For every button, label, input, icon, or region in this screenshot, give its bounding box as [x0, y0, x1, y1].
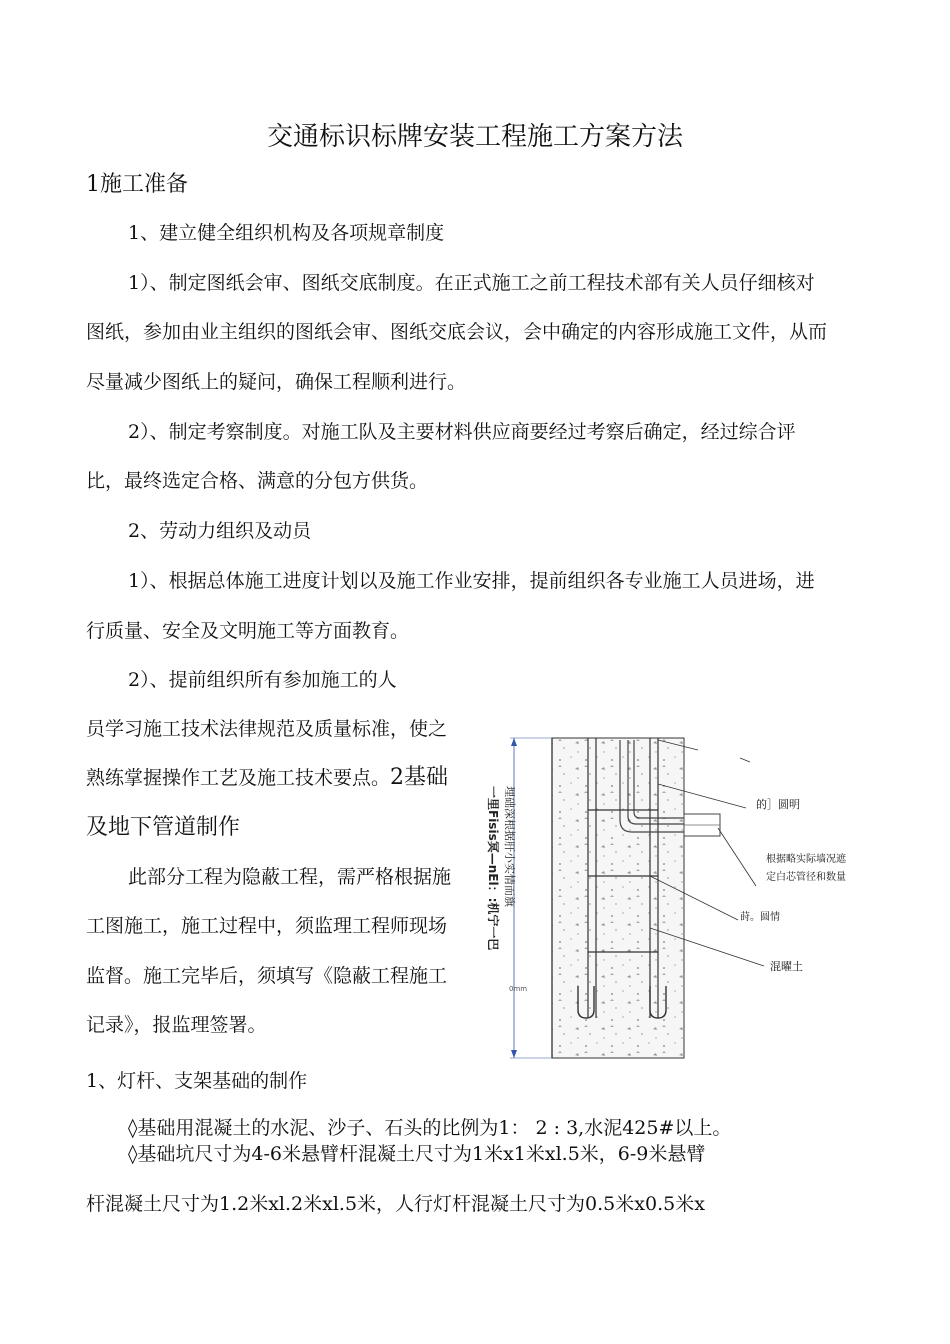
subsection-heading-1-1: 1、建立健全组织机构及各项规章制度 [128, 222, 445, 244]
paragraph-line: 杆混凝土尺寸为1.2米xl.2米xl.5米，人行灯杆混凝土尺寸为0.5米x0.5米x [86, 1193, 705, 1215]
section-heading-2-cont: 及地下管道制作 [86, 815, 241, 840]
dimension-small-label: 0mm [509, 985, 528, 993]
section-heading-2-start: 2基础 [390, 765, 449, 790]
dimension-label-2: 一里Fisis冥—nEl：:机宁一巴 [486, 786, 500, 951]
subsection-heading-1-2: 2、劳动力组织及动员 [128, 520, 312, 542]
section-heading-1: 1施工准备 [86, 172, 188, 197]
paragraph-line: 1）、制定图纸会审、图纸交底制度。在正式施工之前工程技术部有关人员仔细核对 [128, 272, 815, 294]
subsection-heading-2-1: 1、灯杆、支架基础的制作 [86, 1070, 308, 1092]
paragraph-line: 2）、提前组织所有参加施工的人 [128, 669, 397, 691]
paragraph-line: 此部分工程为隐蔽工程，需严格根据施 [128, 866, 452, 888]
paragraph-line: 记录》，报监理签署。 [86, 1014, 267, 1036]
paragraph-line: 员学习施工技术法律规范及质量标准，使之 [86, 718, 448, 740]
figure-label-2a: 根据略实际墙况遮 [766, 854, 846, 865]
figure-label-3: 莳。圆情 [740, 912, 780, 923]
paragraph-line: 工图施工，施工过程中，须监理工程师现场 [86, 915, 448, 937]
paragraph-line: 2）、制定考察制度。对施工队及主要材料供应商要经过考察后确定，经过综合评 [128, 421, 796, 443]
figure-label-4: 混曜土 [770, 960, 803, 973]
paragraph-line: ◊基础用混凝土的水泥、沙子、石头的比例为1： 2 : 3,水泥425#以上。 [128, 1117, 732, 1139]
dimension-label: 埋础深根据肝小实情而旗 [503, 786, 516, 907]
paragraph-line: 1）、根据总体施工进度计划以及施工作业安排，提前组织各专业施工人员进场，进 [128, 570, 815, 592]
page-title: 交通标识标牌安装工程施工方案方法 [266, 122, 683, 152]
foundation-section-figure [478, 728, 850, 1062]
figure-label-2b: 定白芯管径和数量 [766, 872, 846, 883]
figure-label-1: 的］圆明 [756, 798, 800, 811]
paragraph-text: 熟练掌握操作工艺及施工技术要点。 [86, 767, 391, 789]
paragraph-line [86, 767, 448, 789]
paragraph-line: 尽量减少图纸上的疑问，确保工程顺利进行。 [86, 371, 467, 393]
paragraph-line: ◊基础坑尺寸为4-6米悬臂杆混凝土尺寸为1米x1米xl.5米，6-9米悬臂 [128, 1143, 706, 1165]
paragraph-line: 图纸，参加由业主组织的图纸会审、图纸交底会议，会中确定的内容形成施工文件，从而 [86, 321, 828, 343]
paragraph-line: 比，最终选定合格、满意的分包方供货。 [86, 470, 429, 492]
paragraph-line: 监督。施工完毕后，须填写《隐蔽工程施工 [86, 965, 448, 987]
paragraph-line: 行质量、安全及文明施工等方面教育。 [86, 620, 410, 642]
